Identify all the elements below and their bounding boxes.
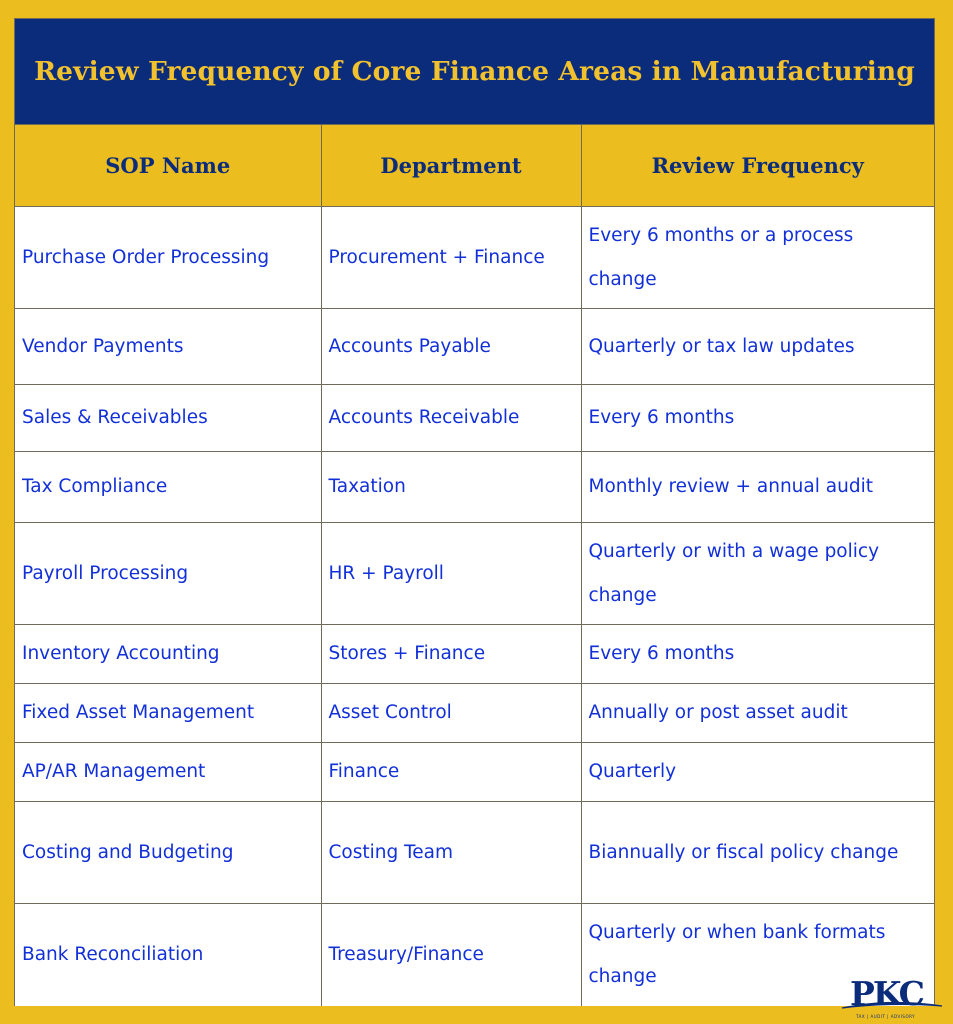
cell-department: Treasury/Finance: [321, 904, 581, 1006]
cell-department: Stores + Finance: [321, 625, 581, 684]
table-row: [15, 523, 934, 625]
cell-department: Procurement + Finance: [321, 207, 581, 309]
cell-review-frequency: Biannually or fiscal policy change: [581, 802, 934, 904]
cell-sop-name: Fixed Asset Management: [15, 684, 321, 743]
cell-sop-name: AP/AR Management: [15, 743, 321, 802]
cell-sop-name: Purchase Order Processing: [15, 207, 321, 309]
table-row: [15, 625, 934, 684]
cell-review-frequency: Quarterly or when bank formats change: [581, 904, 934, 1006]
cell-sop-name: Tax Compliance: [15, 452, 321, 523]
cell-review-frequency: Annually or post asset audit: [581, 684, 934, 743]
cell-sop-name: Inventory Accounting: [15, 625, 321, 684]
sop-review-table: [15, 125, 934, 1006]
logo-swoosh-icon: [840, 994, 944, 1014]
table-row: [15, 452, 934, 523]
logo-tagline: TAX | AUDIT | ADVISORY: [856, 1014, 916, 1019]
cell-sop-name: Vendor Payments: [15, 309, 321, 385]
cell-sop-name: Bank Reconciliation: [15, 904, 321, 1006]
cell-sop-name: Payroll Processing: [15, 523, 321, 625]
column-header-department: Department: [321, 125, 581, 207]
cell-review-frequency: Quarterly: [581, 743, 934, 802]
cell-review-frequency: Every 6 months: [581, 625, 934, 684]
cell-review-frequency: Quarterly or tax law updates: [581, 309, 934, 385]
cell-department: Asset Control: [321, 684, 581, 743]
cell-department: Accounts Receivable: [321, 385, 581, 452]
column-header-sop-name: SOP Name: [15, 125, 321, 207]
table-row: [15, 684, 934, 743]
page-title: Review Frequency of Core Finance Areas in Manufacturing: [34, 56, 915, 87]
cell-department: HR + Payroll: [321, 523, 581, 625]
column-header-review-frequency: Review Frequency: [581, 125, 934, 207]
table-row: [15, 743, 934, 802]
table-header-row: [15, 125, 934, 207]
table-row: [15, 904, 934, 1006]
cell-review-frequency: Monthly review + annual audit: [581, 452, 934, 523]
table-frame: [14, 18, 935, 1006]
cell-department: Costing Team: [321, 802, 581, 904]
cell-review-frequency: Every 6 months: [581, 385, 934, 452]
table-row: [15, 385, 934, 452]
cell-department: Finance: [321, 743, 581, 802]
pkc-logo: [840, 976, 944, 1022]
title-bar: [15, 19, 934, 125]
table-row: [15, 309, 934, 385]
table-row: [15, 802, 934, 904]
cell-review-frequency: Quarterly or with a wage policy change: [581, 523, 934, 625]
table-row: [15, 207, 934, 309]
cell-sop-name: Costing and Budgeting: [15, 802, 321, 904]
cell-sop-name: Sales & Receivables: [15, 385, 321, 452]
cell-review-frequency: Every 6 months or a process change: [581, 207, 934, 309]
cell-department: Taxation: [321, 452, 581, 523]
cell-department: Accounts Payable: [321, 309, 581, 385]
logo-text: PKC: [850, 974, 923, 1013]
